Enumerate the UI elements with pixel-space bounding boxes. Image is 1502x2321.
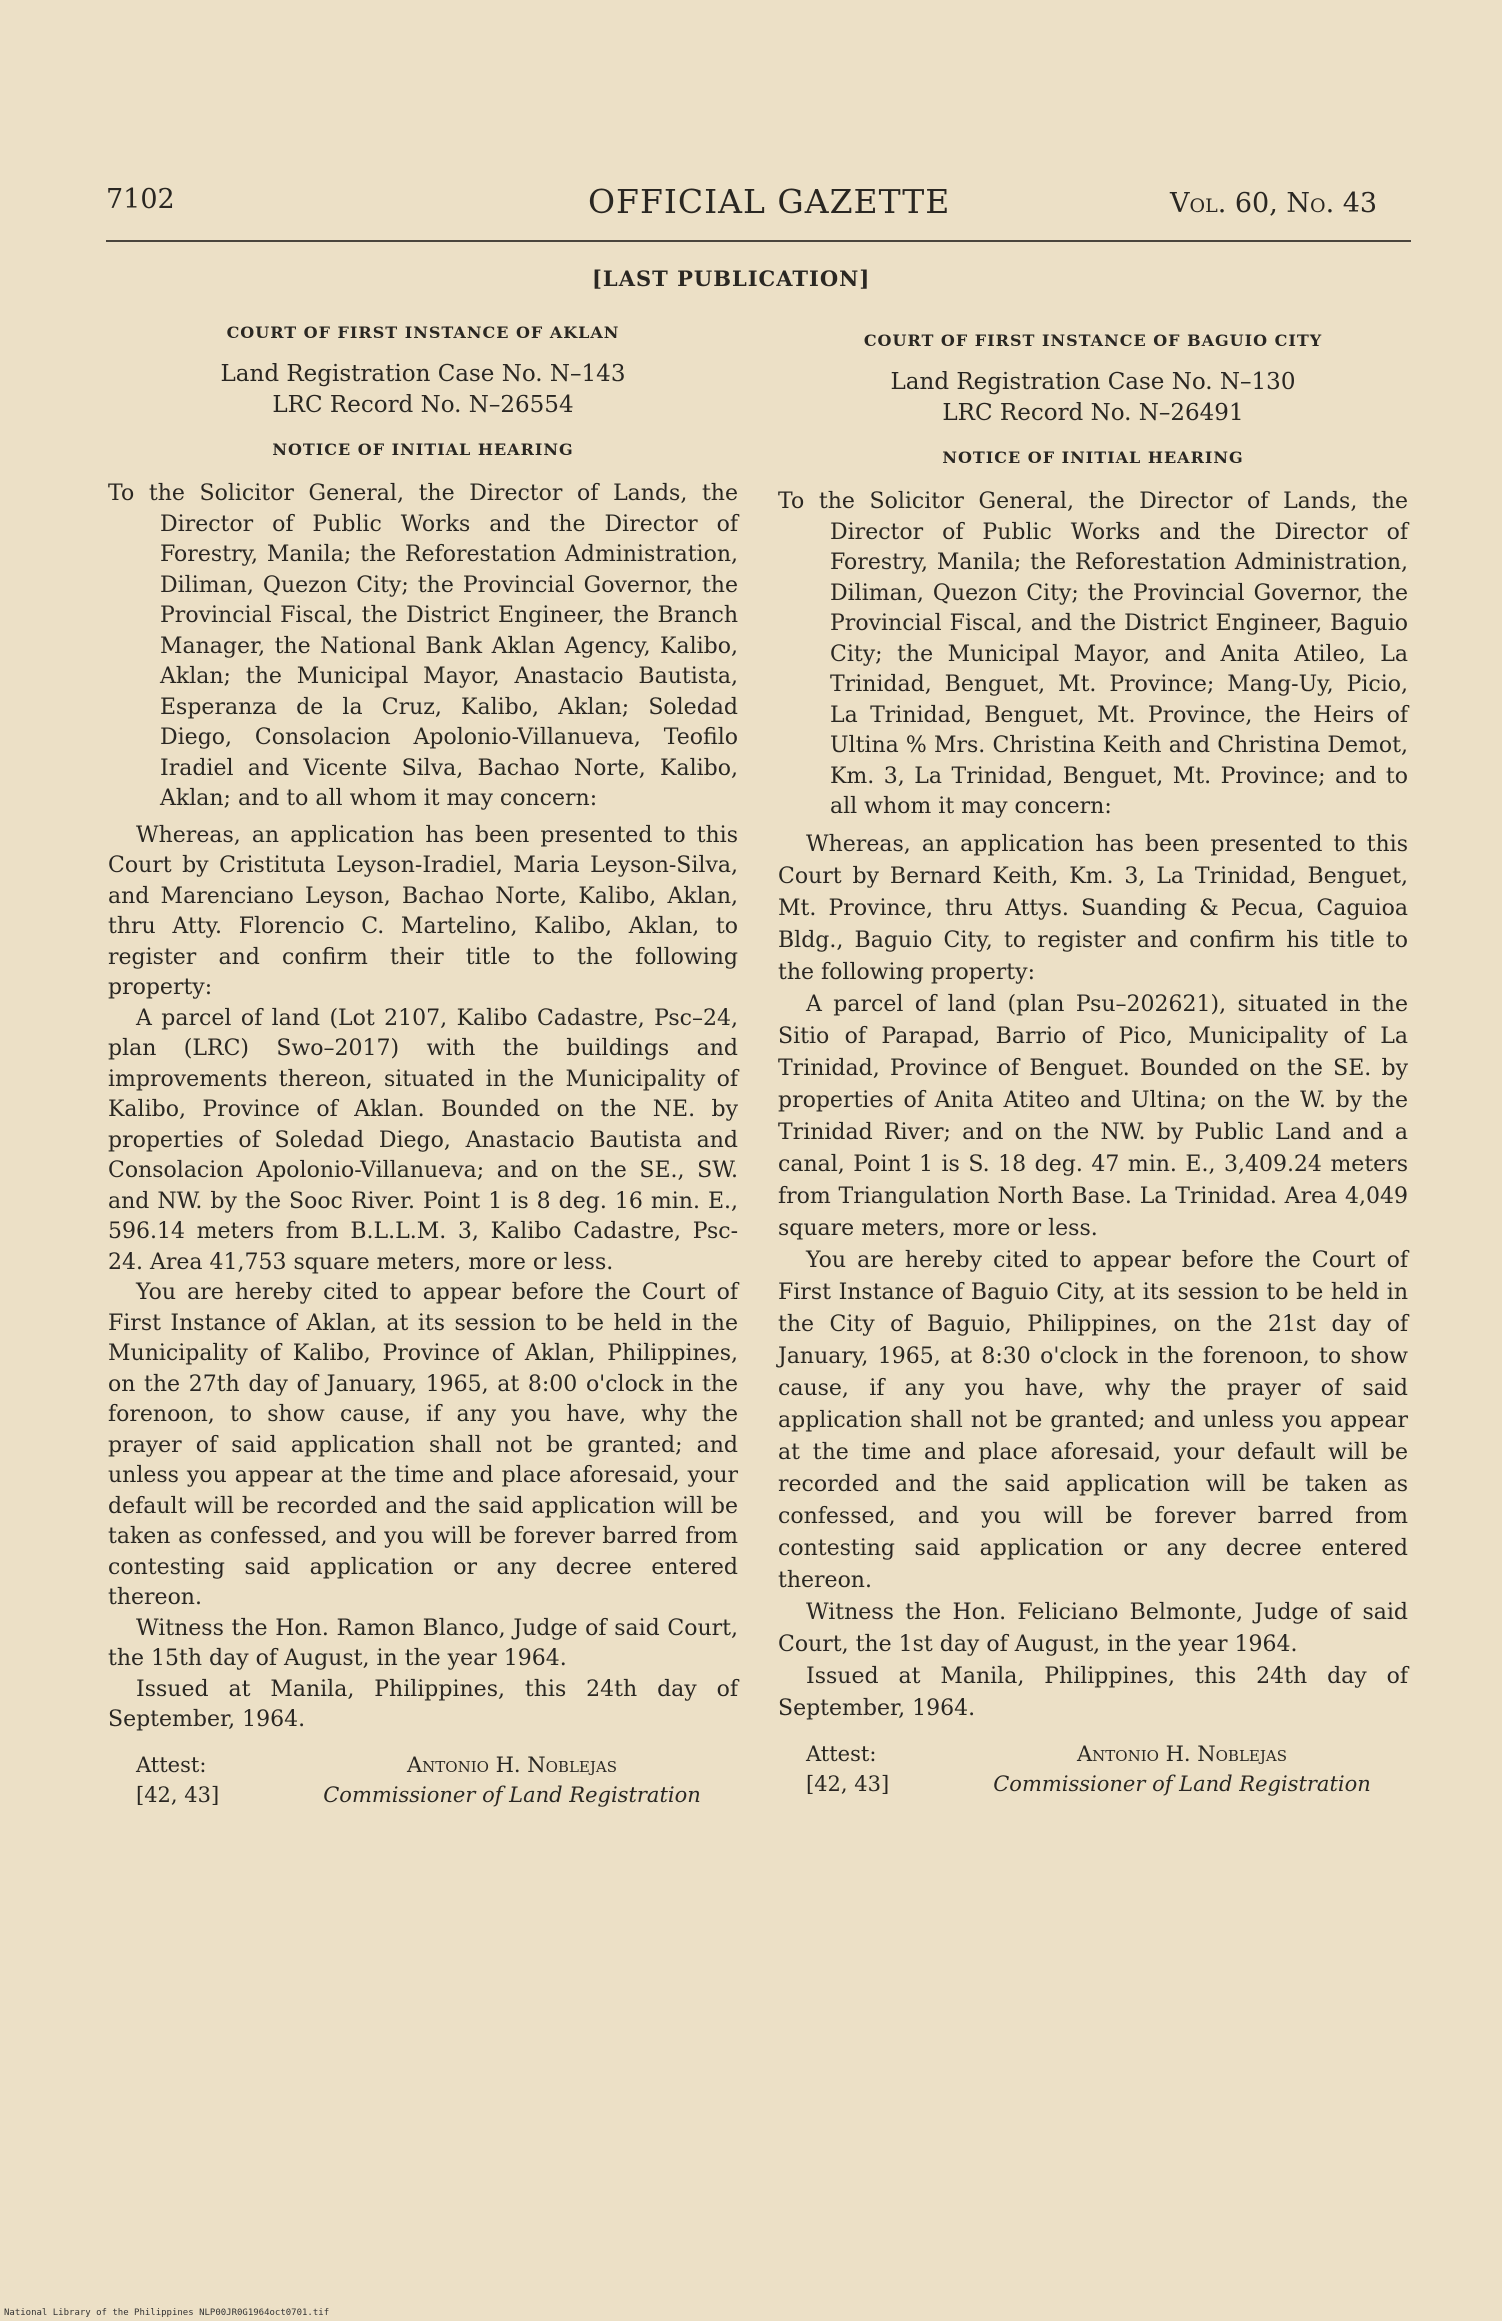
attest-label: Attest: xyxy=(806,1741,877,1766)
whereas-paragraph: Whereas, an application has been presented to this Court by Cristituta Leyson-Iradiel, Maria Leyson-Silva, and Marenciano Leyson, Bachao Norte, Kalibo, Aklan, thru Atty. Florencio C. Martelino, Kalibo, Aklan, to register and confirm their title to the following property: xyxy=(108,822,738,1000)
signer-name: Antonio H. Noblejas xyxy=(1076,1741,1287,1766)
issue-reference: [42, 43] xyxy=(806,1771,890,1796)
address-paragraph: To the Solicitor General, the Director of Lands, the Director of Public Works and the Director of Forestry, Manila; the Reforestation Administration, Diliman, Quezon City; the Provincial Governor, the Provincial Fiscal, and the District Engineer, Baguio City; the Municipal Mayor, and Anita Atileo, La Trinidad, Benguet, Mt. Province; Mang-Uy, Picio, La Trinidad, Benguet, Mt. Province, the Heirs of Ultina % Mrs. Christina Keith and Christina Demot, Km. 3, La Trinidad, Benguet, Mt. Province; and to all whom it may concern: xyxy=(778,489,1408,819)
case-number: Land Registration Case No. N–130 xyxy=(890,368,1296,395)
issued-paragraph: Issued at Manila, Philippines, this 24th day of September, 1964. xyxy=(108,1676,738,1732)
scan-footer: National Library of the Philippines NLP00JR0G1964oct0701.tif xyxy=(4,2308,330,2318)
signature-block xyxy=(778,1739,1408,1799)
issue-reference: [42, 43] xyxy=(136,1782,220,1807)
citation-paragraph: You are hereby cited to appear before the Court of First Instance of Aklan, at its session to be held in the Municipality of Kalibo, Province of Aklan, Philippines, on the 27th day of January, 1965, at 8:00 o'clock in the forenoon, to show cause, if any you have, why the prayer of said application shall not be granted; and unless you appear at the time and place aforesaid, your default will be recorded and the said application will be taken as confessed, and you will be forever barred from contesting said application or any decree entered thereon. xyxy=(108,1280,738,1610)
signer-title: Commissioner of Land Registration xyxy=(993,1771,1371,1796)
right-column-notice xyxy=(778,326,1408,1799)
record-number: LRC Record No. N–26554 xyxy=(272,391,574,418)
witness-paragraph: Witness the Hon. Feliciano Belmonte, Judge of said Court, the 1st day of August, in the year 1964. xyxy=(778,1599,1408,1657)
whereas-paragraph: Whereas, an application has been presented to this Court by Bernard Keith, Km. 3, La Trinidad, Benguet, Mt. Province, thru Attys. Suanding & Pecua, Caguioa Bldg., Baguio City, to register and confirm his title to the following property: xyxy=(778,831,1408,985)
attest-label: Attest: xyxy=(136,1752,207,1777)
left-column-notice xyxy=(108,318,738,1810)
gazette-title: OFFICIAL GAZETTE xyxy=(588,182,951,221)
court-heading: COURT OF FIRST INSTANCE OF AKLAN xyxy=(226,323,620,342)
notice-heading: NOTICE OF INITIAL HEARING xyxy=(942,447,1244,467)
signature-block xyxy=(108,1750,738,1810)
witness-paragraph: Witness the Hon. Ramon Blanco, Judge of said Court, the 15th day of August, in the year 1964. xyxy=(108,1615,738,1671)
case-number: Land Registration Case No. N–143 xyxy=(220,360,626,387)
signer-title: Commissioner of Land Registration xyxy=(323,1782,701,1807)
citation-paragraph: You are hereby cited to appear before the Court of First Instance of Baguio City, at its session to be held in the City of Baguio, Philippines, on the 21st day of January, 1965, at 8:30 o'clock in the forenoon, to show cause, if any you have, why the prayer of said application shall not be granted; and unless you appear at the time and place aforesaid, your default will be recorded and the said application will be taken as confessed, and you will be forever barred from contesting said application or any decree entered thereon. xyxy=(778,1247,1408,1593)
parcel-paragraph: A parcel of land (Lot 2107, Kalibo Cadastre, Psc–24, plan (LRC) Swo–2017) with the buildings and improvements thereon, situated in the Municipality of Kalibo, Province of Aklan. Bounded on the NE. by properties of Soledad Diego, Anastacio Bautista and Consolacion Apolonio-Villanueva; and on the SE., SW. and NW. by the Sooc River. Point 1 is 8 deg. 16 min. E., 596.14 meters from B.L.L.M. 3, Kalibo Cadastre, Psc-24. Area 41,753 square meters, more or less. xyxy=(108,1005,738,1275)
issued-paragraph: Issued at Manila, Philippines, this 24th day of September, 1964. xyxy=(778,1663,1408,1721)
publication-heading: [LAST PUBLICATION] xyxy=(592,266,871,291)
parcel-paragraph: A parcel of land (plan Psu–202621), situated in the Sitio of Parapad, Barrio of Pico, Municipality of La Trinidad, Province of Benguet. Bounded on the SE. by properties of Anita Atiteo and Ultina; on the W. by the Trinidad River; and on the NW. by Public Land and a canal, Point 1 is S. 18 deg. 47 min. E., 3,409.24 meters from Triangulation North Base. La Trinidad. Area 4,049 square meters, more or less. xyxy=(778,991,1408,1241)
header-rule xyxy=(106,240,1411,242)
page-number: 7102 xyxy=(106,184,175,215)
signer-name: Antonio H. Noblejas xyxy=(406,1752,617,1777)
volume-issue: Vol. 60, No. 43 xyxy=(1170,188,1378,219)
notice-heading: NOTICE OF INITIAL HEARING xyxy=(272,439,574,459)
address-paragraph: To the Solicitor General, the Director of Lands, the Director of Public Works and the Director of Forestry, Manila; the Reforestation Administration, Diliman, Quezon City; the Provincial Governor, the Provincial Fiscal, the District Engineer, the Branch Manager, the National Bank Aklan Agency, Kalibo, Aklan; the Municipal Mayor, Anastacio Bautista, Esperanza de la Cruz, Kalibo, Aklan; Soledad Diego, Consolacion Apolonio-Villanueva, Teofilo Iradiel and Vicente Silva, Bachao Norte, Kalibo, Aklan; and to all whom it may concern: xyxy=(108,481,738,811)
court-heading: COURT OF FIRST INSTANCE OF BAGUIO CITY xyxy=(863,331,1323,350)
record-number: LRC Record No. N–26491 xyxy=(942,399,1244,426)
